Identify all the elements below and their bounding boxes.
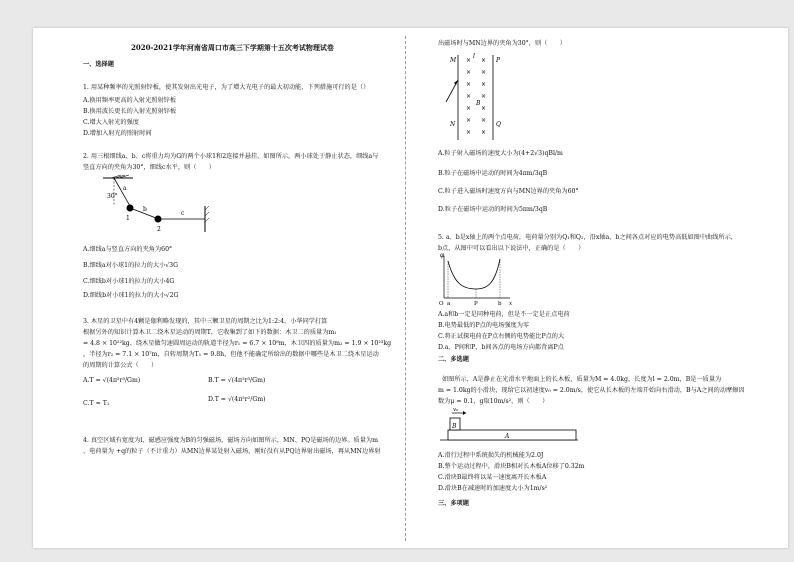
svg-text:×: × <box>481 105 487 112</box>
label-l: l <box>473 53 475 60</box>
question-stem-line: 出磁场时与MN边界的夹角为30°，则（ ） <box>438 40 566 47</box>
label-1: 1 <box>126 215 130 222</box>
label-phi: φ <box>440 252 445 259</box>
question-stem-line: 5. a、b是x轴上的两个点电荷，电荷量分别为Q₁和Q₂，沿x轴a、b之间各点对应的电势高低如图中曲线所示， <box>438 234 737 241</box>
question-stem-line: 2. 用三根细线a、b、c将重力均为G的两个小球1和2连接并悬挂，如图所示，两小球处于静止状态，细线a与 <box>83 153 379 160</box>
option-a[interactable]: A.粒子射入磁场的速度大小为(4+2√3)qBl/m <box>438 150 563 157</box>
magnetic-field-figure <box>438 50 518 145</box>
label-a: a <box>123 185 127 192</box>
two-balls-figure <box>103 176 213 236</box>
option-a[interactable]: A.滑行过程中系统损失的机械能为2.0J <box>438 452 544 459</box>
label-b: b <box>143 206 147 213</box>
option-a[interactable]: A.细线a与竖直方向的夹角为60° <box>83 246 173 253</box>
option-b[interactable]: B.整个运动过程中，滑块B相对长木板A位移了0.32m <box>438 463 585 470</box>
option-c[interactable]: C.将正试探电荷在P点右侧的电势能比P点的大 <box>438 333 565 340</box>
option-d[interactable]: D.细线b对小球1的拉力的大小√2G <box>83 292 179 299</box>
svg-text:×: × <box>466 129 472 136</box>
label-2: 2 <box>157 226 161 233</box>
svg-text:×: × <box>466 117 472 124</box>
question-stem-line: 4. 真空区域有宽度为l、磁感应强度为B的匀强磁场，磁场方向如图所示，MN、PQ是磁场的边界。质量为m <box>83 437 378 444</box>
section-choice-heading: 一、选择题 <box>83 61 114 68</box>
question-stem-line: 如图所示，A是静止在光滑水平地面上的长木板，质量为M = 4.0kg，长度为l = 2.0m，B是一质量为 <box>442 376 722 383</box>
question-stem-line: = 4.8 × 10²²kg、绕木星做匀速圆周运动的轨道半径为r₁ = 6.7 × 10⁸m，木卫四的质量为m₂ = 1.9 × 10²³kg <box>83 340 392 347</box>
label-Q: Q <box>496 121 501 128</box>
potential-curve-figure <box>439 252 515 307</box>
option-c[interactable]: C.粒子进入磁场时速度方向与MN边界的夹角为60° <box>438 188 579 195</box>
question-stem-line: 3. 木星的卫星中有4颗是伽利略发现的，其中三颗卫星的周期之比为1:2:4，小华同学打算 <box>83 318 328 325</box>
svg-text:×: × <box>481 81 487 88</box>
label-P: P <box>496 57 501 64</box>
svg-text:×: × <box>466 105 472 112</box>
label-v0: v₀ <box>453 407 459 413</box>
svg-text:×: × <box>466 69 472 76</box>
svg-text:×: × <box>481 117 487 124</box>
label-b: b <box>498 301 502 307</box>
label-O: O <box>439 301 444 307</box>
option-d[interactable]: D.粒子在磁场中运动的时间为5πm/3qB <box>438 206 548 213</box>
label-a: a <box>447 301 451 307</box>
option-b[interactable]: B.电势最低的P点的电场强度为零 <box>438 322 530 329</box>
exam-title: 2020-2021学年河南省周口市高三下学期第十五次考试物理试卷 <box>131 43 334 52</box>
option-d[interactable]: D.增加入射光的照射时间 <box>83 130 152 137</box>
svg-text:×: × <box>481 57 487 64</box>
label-B: B <box>476 100 481 107</box>
option-b[interactable]: B.粒子在磁场中运动的时间为4πm/3qB <box>438 170 548 177</box>
option-a[interactable]: A.T = √(4π²r³/Gm) <box>83 377 141 384</box>
option-a[interactable]: A.换用频率更高的入射光照射锌板 <box>83 97 177 104</box>
question-stem-line: m = 1.0kg的小滑块，现给它以初速度v₀ = 2.0m/s，使它从长木板的左端开始向右滑动，B与A之间的动摩擦因 <box>438 387 745 394</box>
option-d[interactable]: D.a、P间和P、b间各点的电场方向都背离P点 <box>438 344 564 351</box>
option-c[interactable]: C.滑块B最终将以某一速度离开长木板A <box>438 474 547 481</box>
label-N: N <box>450 121 456 128</box>
label-M: M <box>450 57 457 64</box>
label-x: x <box>509 301 513 307</box>
section-multi-heading: 二、多选题 <box>438 356 469 363</box>
svg-text:×: × <box>481 93 487 100</box>
option-b[interactable]: B.换用波长更长的入射光照射锌板 <box>83 108 177 115</box>
question-stem-line: 、电荷量为 +q的粒子（不计重力）从MN边界某处射入磁场，刚好没有从PQ边界射出磁场，再从MN边界射 <box>83 448 381 455</box>
option-a[interactable]: A.a和b一定是同种电荷，但是不一定是正点电荷 <box>438 311 570 318</box>
svg-text:×: × <box>466 81 472 88</box>
label-c: c <box>181 210 185 217</box>
option-c[interactable]: C.T = T₁ <box>83 400 110 407</box>
label-A: A <box>505 433 510 440</box>
question-stem-line: 数为μ = 0.1，g取10m/s²，则（ ） <box>438 398 549 405</box>
option-b[interactable]: B.细线a对小球1的拉力的大小√3G <box>83 262 179 269</box>
question-stem-line: 的周期的计算公式（ ） <box>83 362 158 369</box>
question-stem-line: 根据另外的知识计算木卫二绕木星运动的周期T，它收集到了如下的数据：木卫二的质量为m₁ <box>83 329 337 336</box>
question-stem-line: 竖直方向的夹角为30°，细线c水平，则（ ） <box>83 164 215 171</box>
option-b[interactable]: B.T = √(4π²r³/Gm) <box>208 377 266 384</box>
field-crosses <box>466 57 486 136</box>
board-block-figure <box>440 406 580 444</box>
label-P: P <box>474 301 478 307</box>
svg-text:×: × <box>466 93 472 100</box>
svg-text:×: × <box>481 69 487 76</box>
svg-text:×: × <box>481 129 487 136</box>
option-d[interactable]: D.滑块B在减速时的加速度大小为1m/s² <box>438 485 548 492</box>
svg-text:×: × <box>466 57 472 64</box>
column-divider <box>405 36 406 541</box>
question-stem: 1. 用某种频率的光照射锌板，使其发射出光电子，为了增大光电子的最大初动能，下列措施可行的是（） <box>83 84 370 91</box>
option-c[interactable]: C.细线b对小球1的拉力的大小4G <box>83 278 175 285</box>
question-stem-line: b点，从图中可以看出以下说法中，正确的是（ ） <box>438 245 585 252</box>
question-stem-line: ，半径为r₂ = 7.1 × 10⁷m，自转周期为T₁ = 9.8h，但他不能确定所给出的数据中哪些是木卫二绕木星运动 <box>83 351 379 358</box>
label-angle: 30° <box>107 193 118 200</box>
section-three-heading: 三、多项题 <box>438 500 469 507</box>
label-B: B <box>452 423 457 430</box>
option-d[interactable]: D.T = √(4π²r²/Gm) <box>208 396 266 403</box>
exam-page <box>33 28 788 548</box>
option-c[interactable]: C.增大入射光的强度 <box>83 119 139 126</box>
